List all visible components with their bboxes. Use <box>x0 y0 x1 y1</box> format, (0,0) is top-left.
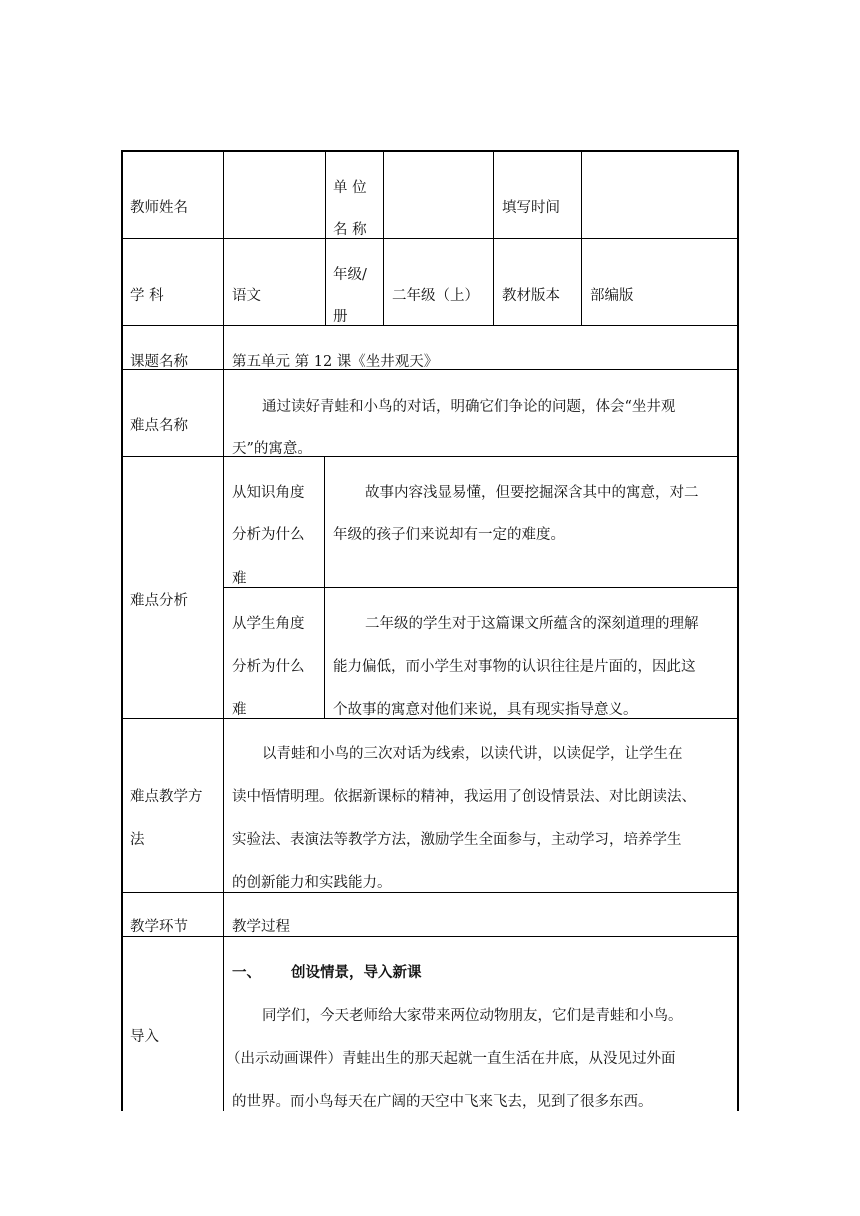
column-divider <box>223 150 224 1111</box>
teaching-method-line1: 以青蛙和小鸟的三次对话为线索，以读代讲，以读促学，让学生在 <box>262 746 683 762</box>
table-left-border <box>121 150 123 1111</box>
student-angle-line3: 个故事的寓意对他们来说，具有现实指导意义。 <box>333 702 638 718</box>
row-divider <box>121 238 739 239</box>
student-angle-label-1: 从学生角度 <box>232 616 305 632</box>
intro-line3: 的世界。而小鸟每天在广阔的天空中飞来飞去，见到了很多东西。 <box>232 1094 653 1110</box>
table-top-border <box>121 150 739 152</box>
grade-label-line2: 册 <box>333 309 348 325</box>
subject-label: 学 科 <box>130 288 164 304</box>
section-heading: 创设情景，导入新课 <box>291 964 422 981</box>
grade-label-line1: 年级/ <box>333 267 367 283</box>
teaching-method-line4: 的创新能力和实践能力。 <box>232 875 392 891</box>
difficulty-name-label: 难点名称 <box>130 418 188 434</box>
difficulty-name-line1: 通过读好青蛙和小鸟的对话，明确它们争论的问题，体会“坐井观 <box>262 399 676 415</box>
column-divider <box>324 456 325 718</box>
column-divider <box>383 150 384 325</box>
teaching-method-label-1: 难点教学方 <box>130 789 203 805</box>
column-divider <box>581 150 582 325</box>
teaching-method-line3: 实验法、表演法等教学方法，激励学生全面参与，主动学习，培养学生 <box>232 832 682 848</box>
student-angle-label-2: 分析为什么 <box>232 659 305 675</box>
unit-name-label-line2: 名 称 <box>333 222 367 238</box>
row-divider <box>224 587 739 588</box>
table-right-border <box>737 150 739 1111</box>
grade-value: 二年级（上） <box>392 288 479 304</box>
unit-name-label-line1: 单 位 <box>333 180 367 196</box>
section-number: 一、 <box>232 964 261 981</box>
knowledge-angle-label-2: 分析为什么 <box>232 527 305 543</box>
teaching-stage-label: 教学环节 <box>130 919 188 935</box>
knowledge-angle-line2: 年级的孩子们来说却有一定的难度。 <box>333 527 565 543</box>
knowledge-angle-line1: 故事内容浅显易懂，但要挖掘深含其中的寓意，对二 <box>365 485 699 501</box>
row-divider <box>121 936 739 937</box>
textbook-version-label: 教材版本 <box>502 288 560 304</box>
student-angle-label-3: 难 <box>232 702 247 718</box>
row-divider <box>121 456 739 457</box>
column-divider <box>325 150 326 325</box>
intro-line1: 同学们，今天老师给大家带来两位动物朋友，它们是青蛙和小鸟。 <box>262 1008 683 1024</box>
column-divider <box>493 150 494 325</box>
subject-value: 语文 <box>232 288 261 304</box>
row-divider <box>121 892 739 893</box>
row-divider <box>121 325 739 326</box>
difficulty-analysis-label: 难点分析 <box>130 593 188 609</box>
teacher-name-label: 教师姓名 <box>130 200 188 216</box>
intro-label: 导入 <box>130 1029 159 1045</box>
fill-time-label: 填写时间 <box>502 200 560 216</box>
knowledge-angle-label-1: 从知识角度 <box>232 485 305 501</box>
knowledge-angle-label-3: 难 <box>232 571 247 587</box>
student-angle-line2: 能力偏低，而小学生对事物的认识往往是片面的，因此这 <box>333 659 696 675</box>
lesson-title-value: 第五单元 第 12 课《坐井观天》 <box>232 354 439 370</box>
textbook-version-value: 部编版 <box>590 288 634 304</box>
teaching-method-label-2: 法 <box>130 832 145 848</box>
difficulty-name-line2: 天”的寓意。 <box>232 441 312 457</box>
teaching-process-label: 教学过程 <box>232 919 290 935</box>
lesson-title-label: 课题名称 <box>130 354 188 370</box>
student-angle-line1: 二年级的学生对于这篇课文所蕴含的深刻道理的理解 <box>365 616 699 632</box>
teaching-method-line2: 读中悟情明理。依据新课标的精神，我运用了创设情景法、对比朗读法、 <box>232 789 696 805</box>
intro-line2: （出示动画课件）青蛙出生的那天起就一直生活在井底，从没见过外面 <box>226 1051 676 1067</box>
